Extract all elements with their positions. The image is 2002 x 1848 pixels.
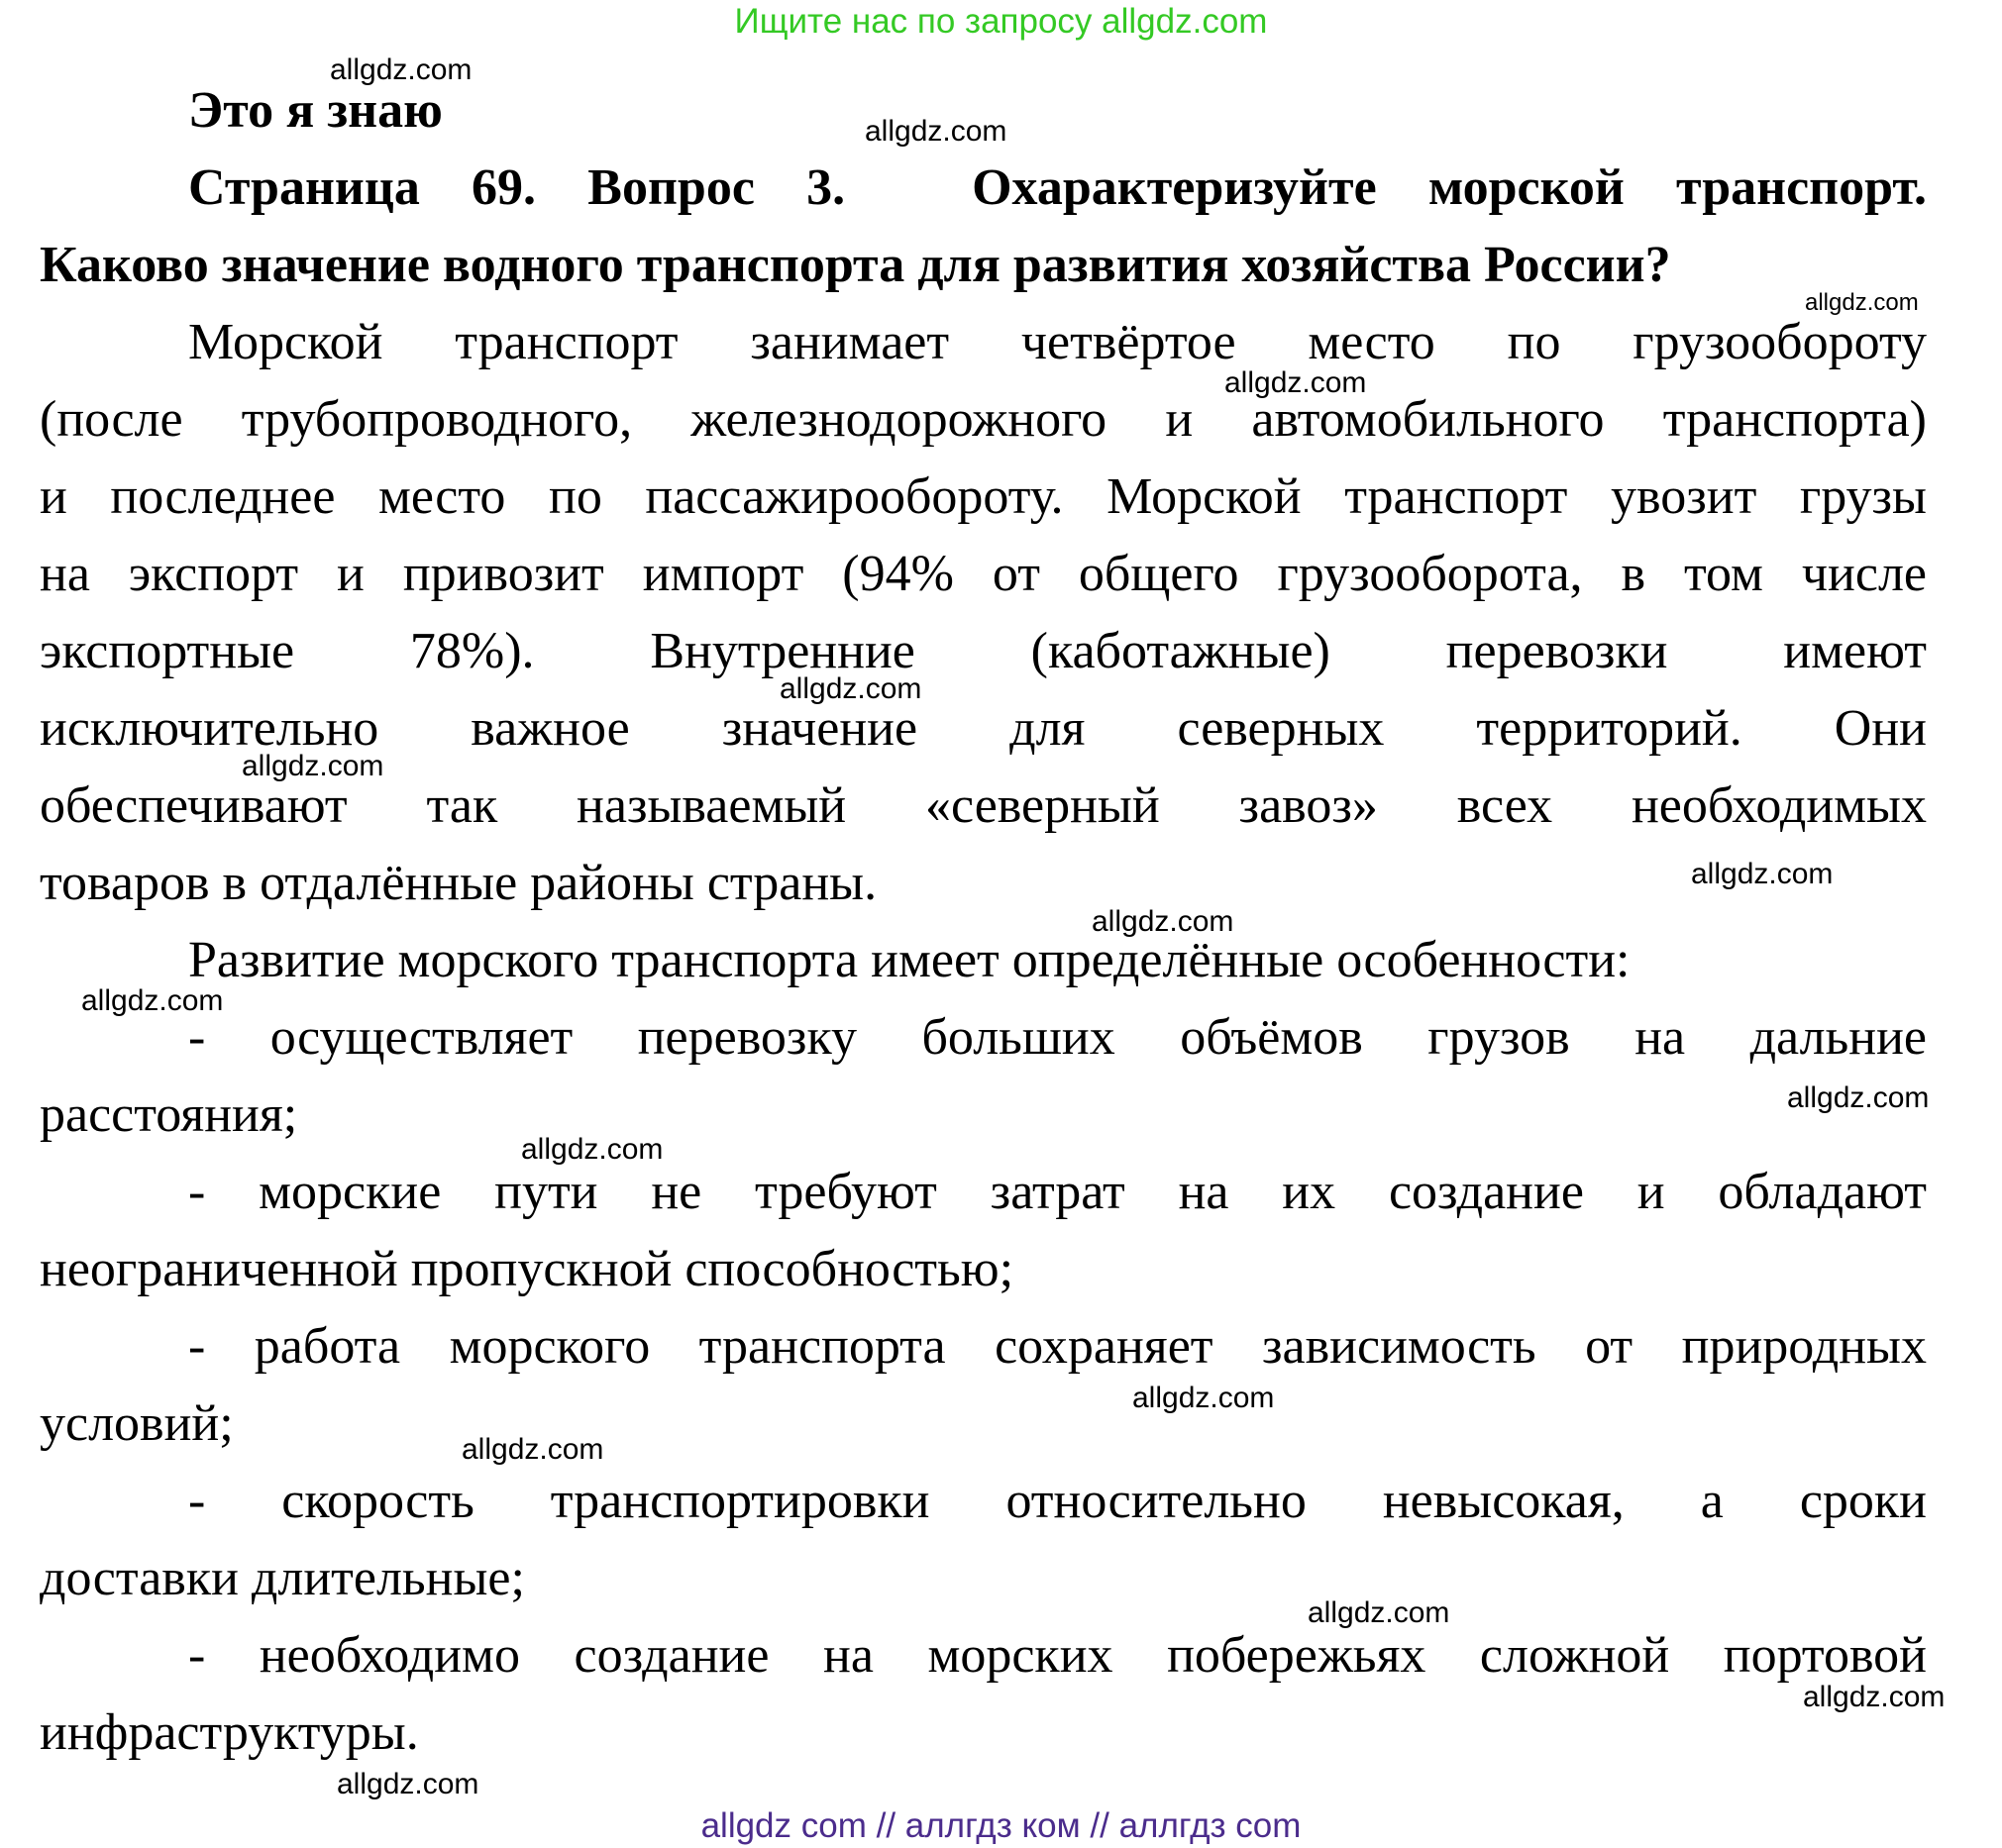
watermark: allgdz.com (462, 1433, 604, 1466)
question-text-1: Охарактеризуйте морской транспорт. (972, 159, 1927, 216)
top-banner[interactable]: Ищите нас по запросу allgdz.com (734, 2, 1268, 41)
watermark: allgdz.com (1691, 858, 1834, 890)
watermark: allgdz.com (337, 1768, 479, 1800)
paragraph1-line: экспортные 78%). Внутренние (каботажные) перевозки имеют (40, 623, 1927, 679)
watermark: allgdz.com (1224, 366, 1367, 399)
watermark: allgdz.com (1803, 1681, 1946, 1713)
list-item-line: расстояния; (40, 1086, 298, 1143)
paragraph1-line: Морской транспорт занимает четвёртое место по грузообороту (188, 314, 1927, 370)
watermark: allgdz.com (81, 984, 224, 1017)
watermark: allgdz.com (780, 672, 922, 705)
question-line-2: Каково значение водного транспорта для развития хозяйства России? (40, 237, 1671, 293)
list-item-line: инфраструктуры. (40, 1704, 419, 1761)
watermark: allgdz.com (521, 1133, 664, 1166)
watermark: allgdz.com (330, 53, 473, 86)
watermark: allgdz.com (1092, 905, 1234, 938)
paragraph1-line: исключительно важное значение для северных территорий. Они (40, 700, 1927, 757)
question-ref: Страница 69. Вопрос 3. (188, 159, 846, 216)
paragraph1-line: на экспорт и привозит импорт (94% от общего грузооборота, в том числе (40, 546, 1927, 602)
list-item-line: условий; (40, 1395, 234, 1452)
question-line-1 (188, 158, 1927, 218)
watermark: allgdz.com (865, 115, 1007, 148)
list-item-line: доставки длительные; (40, 1550, 525, 1606)
paragraph1-line: и последнее место по пассажирообороту. Морской транспорт увозит грузы (40, 468, 1927, 525)
watermark: allgdz.com (1787, 1081, 1930, 1114)
list-item-line: - необходимо создание на морских побережьях сложной портовой (188, 1627, 1927, 1684)
paragraph1-line: (после трубопроводного, железнодорожного и автомобильного транспорта) (40, 391, 1927, 448)
list-item-line: - работа морского транспорта сохраняет зависимость от природных (188, 1318, 1927, 1375)
section-heading: Это я знаю (188, 82, 443, 139)
watermark: allgdz.com (1308, 1596, 1450, 1629)
list-item-line: неограниченной пропускной способностью; (40, 1241, 1014, 1297)
watermark: allgdz.com (1132, 1382, 1275, 1414)
list-item-line: - морские пути не требуют затрат на их создание и обладают (188, 1164, 1927, 1220)
paragraph2: Развитие морского транспорта имеет определённые особенности: (188, 932, 1631, 988)
watermark: allgdz.com (242, 750, 384, 782)
list-item-line: - скорость транспортировки относительно невысокая, а сроки (188, 1473, 1927, 1529)
paragraph1-line: товаров в отдалённые районы страны. (40, 855, 878, 911)
watermark: allgdz.com (1805, 289, 1919, 316)
list-item-line: - осуществляет перевозку больших объёмов грузов на дальние (188, 1009, 1927, 1066)
paragraph1-line: обеспечивают так называемый «северный завоз» всех необходимых (40, 777, 1927, 834)
footer-links[interactable]: allgdz com // аллгдз ком // аллгдз com (700, 1806, 1302, 1845)
